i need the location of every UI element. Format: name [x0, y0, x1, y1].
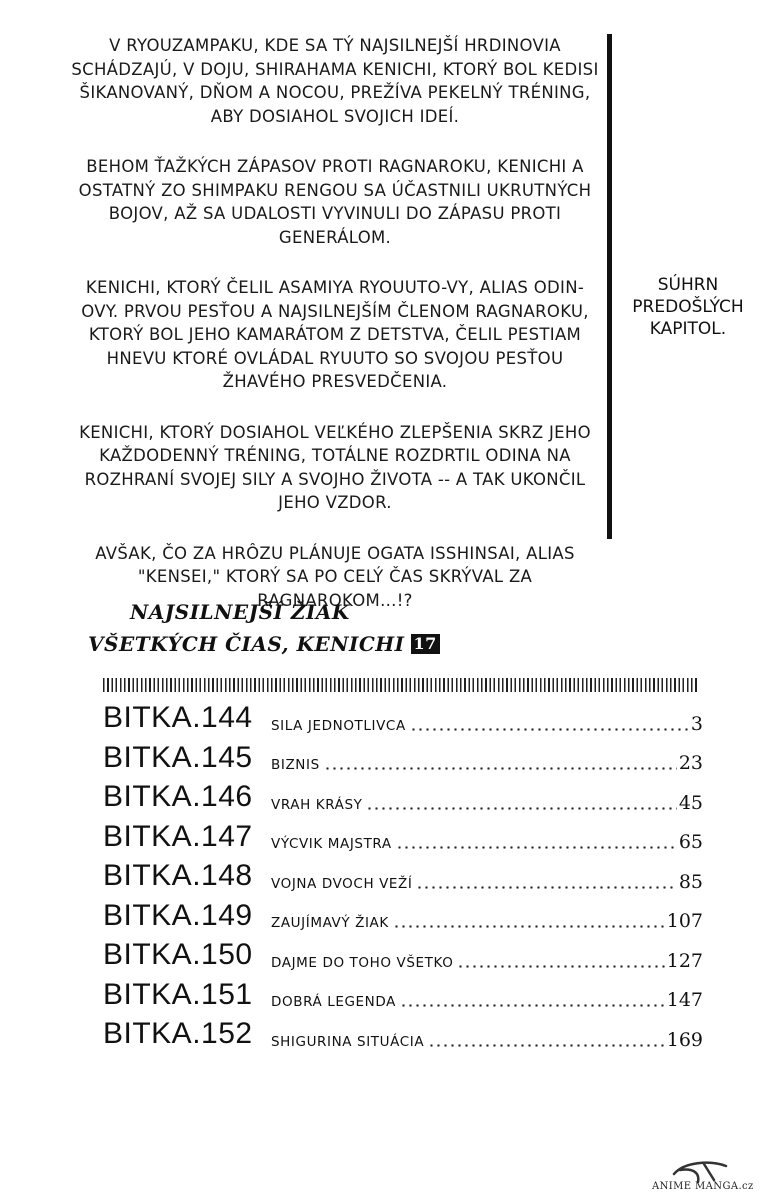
toc-page-number: 127 [666, 949, 703, 972]
toc-battle-number: BITKA.146 [103, 780, 253, 813]
toc-entry-line [271, 990, 703, 1010]
watermark-logo [652, 1160, 762, 1196]
toc-entry-line [271, 832, 703, 852]
toc-row[interactable] [103, 740, 703, 780]
toc-row[interactable] [103, 700, 703, 740]
toc-battle-number: BITKA.148 [103, 859, 253, 892]
summary-side-label [618, 274, 758, 340]
toc-entry-line [271, 872, 703, 892]
toc-dot-leader [410, 728, 689, 731]
volume-number: 17 [411, 634, 440, 654]
toc-chapter-title: VÝCVIK MAJSTRA [271, 836, 392, 852]
toc-row[interactable] [103, 898, 703, 938]
toc-battle-number: BITKA.151 [103, 977, 253, 1011]
toc-battle-number: BITKA.152 [103, 1017, 253, 1050]
toc-row[interactable] [103, 937, 703, 977]
side-label-line: KAPITOL. [649, 319, 727, 339]
toc-page-number: 3 [690, 712, 703, 735]
table-of-contents [103, 700, 703, 1056]
toc-page-number: 107 [666, 910, 703, 932]
toc-chapter-title: VRAH KRÁSY [271, 796, 363, 813]
decorative-tick-rule [103, 678, 698, 692]
toc-chapter-title: DAJME DO TOHO VŠETKO [271, 954, 454, 971]
toc-chapter-title: SHIGURINA SITUÁCIA [271, 1033, 425, 1050]
toc-battle-number: BITKA.150 [103, 938, 253, 971]
book-title-line-2-text: VŠETKÝCH ČIAS, KENICHI [88, 632, 405, 656]
toc-entry-line [271, 793, 703, 813]
side-label-line: PREDOŠLÝCH [632, 297, 744, 317]
summary-paragraph: AVŠAK, ČO ZA HRÔZU PLÁNUJE OGATA ISSHINSAI, ALIAS "KENSEI," KTORÝ SA PO CELÝ ČAS SKRÝVAL ZA RAGNAROKOM...!? [95, 543, 575, 610]
summary-paragraph: KENICHI, KTORÝ ČELIL ASAMIYA RYOUUTO-VY, ALIAS ODIN-OVY. PRVOU PESŤOU A NAJSILNEJŠÍM ČLENOM RAGNAROKU, KTORÝ BOL JEHO KAMARÁTOM Z DETSTVA, ČELIL PESTIAM HNEVU KTORÉ OVLÁDAL RYUUTO SO SVOJOU PESŤOU ŽHAVÉHO PRESVEDČENIA. [81, 278, 589, 391]
summary-paragraph: BEHOM ŤAŽKÝCH ZÁPASOV PROTI RAGNAROKU, KENICHI A OSTATNÝ ZO SHIMPAKU RENGOU SA ÚČASTNILI UKRUTNÝCH BOJOV, AŽ SA UDALOSTI VYVINULI DO ZÁPASU PROTI GENERÁLOM. [78, 157, 592, 247]
book-title [88, 596, 588, 660]
toc-page-number: 45 [678, 791, 703, 814]
summary-paragraph: KENICHI, KTORÝ DOSIAHOL VEĽKÉHO ZLEPŠENIA SKRZ JEHO KAŽDODENNÝ TRÉNING, TOTÁLNE ROZDRTIL ODINA NA ROZHRANÍ SVOJEJ SILY A SVOJHO ŽIVOTA -- A TAK UKONČIL JEHO VZDOR. [79, 422, 591, 512]
toc-dot-leader [428, 1044, 665, 1047]
toc-row[interactable] [103, 779, 703, 819]
toc-row[interactable] [103, 819, 703, 859]
toc-dot-leader [457, 965, 664, 968]
toc-chapter-title: DOBRÁ LEGENDA [271, 994, 396, 1010]
toc-entry-line [271, 753, 703, 773]
summary-paragraph: V RYOUZAMPAKU, KDE SA TÝ NAJSILNEJŠÍ HRDINOVIA SCHÁDZAJÚ, V DOJU, SHIRAHAMA KENICHI, KTORÝ BOL KEDISI ŠIKANOVANÝ, DŇOM A NOCOU, PREŽÍVA PEKELNÝ TRÉNING, ABY DOSIAHOL SVOJICH IDEÍ. [71, 36, 599, 126]
toc-chapter-title: SILA JEDNOTLIVCA [271, 717, 406, 734]
toc-battle-number: BITKA.144 [103, 701, 253, 734]
toc-battle-number: BITKA.147 [103, 819, 253, 853]
book-title-line-1: NAJSILNEJŠÍ ŽIAK [130, 600, 350, 624]
toc-row[interactable] [103, 1016, 703, 1056]
toc-dot-leader [324, 767, 677, 770]
toc-entry-line [271, 911, 703, 931]
toc-row[interactable] [103, 977, 703, 1017]
toc-entry-line [271, 1030, 703, 1050]
toc-page-number: 65 [678, 831, 703, 853]
toc-dot-leader [400, 1004, 665, 1007]
toc-chapter-title: VOJNA DVOCH VEŽÍ [271, 875, 413, 892]
toc-page-number: 23 [678, 752, 703, 774]
toc-dot-leader [396, 846, 677, 849]
toc-dot-leader [366, 807, 676, 810]
toc-dot-leader [393, 925, 665, 928]
toc-chapter-title: ZAUJÍMAVÝ ŽIAK [271, 915, 389, 931]
toc-entry-line [271, 714, 703, 734]
side-label-line: SÚHRN [657, 275, 719, 295]
toc-entry-line [271, 951, 703, 971]
toc-dot-leader [416, 886, 676, 889]
toc-battle-number: BITKA.145 [103, 740, 253, 774]
toc-page-number: 147 [666, 989, 703, 1011]
watermark-text: ANIME MANGA.cz [652, 1181, 754, 1192]
toc-battle-number: BITKA.149 [103, 898, 253, 932]
toc-chapter-title: BIZNIS [271, 757, 320, 773]
toc-page-number: 85 [678, 870, 703, 893]
toc-page-number: 169 [666, 1028, 703, 1051]
book-title-line-2 [88, 628, 588, 660]
chapter-summary [70, 34, 600, 639]
vertical-divider [607, 34, 612, 539]
toc-row[interactable] [103, 858, 703, 898]
